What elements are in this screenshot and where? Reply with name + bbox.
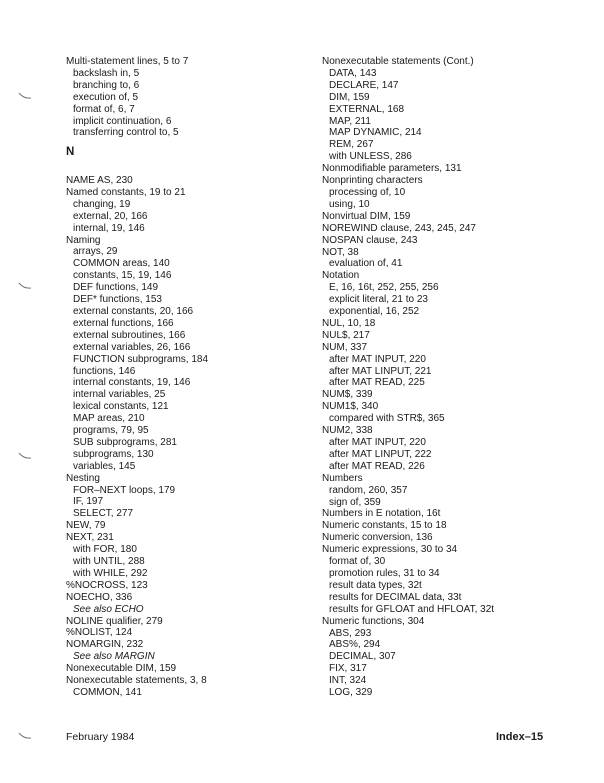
scan-mark-icon [18, 732, 32, 740]
index-subentry: IF, 197 [73, 496, 104, 508]
index-entry: Notation [322, 270, 360, 282]
index-subentry: lexical constants, 121 [73, 401, 169, 413]
index-subentry: using, 10 [329, 198, 370, 210]
index-entry: NUL$, 217 [322, 329, 370, 341]
index-subentry: results for GFLOAT and HFLOAT, 32t [329, 603, 495, 615]
index-subentry: DECLARE, 147 [329, 79, 399, 91]
footer-page-number: Index–15 [496, 731, 544, 743]
index-subentry: LOG, 329 [329, 687, 373, 699]
index-entry: NOREWIND clause, 243, 245, 247 [322, 222, 476, 234]
index-subentry: EXTERNAL, 168 [329, 103, 405, 115]
index-subentry: subprograms, 130 [73, 448, 154, 460]
index-subentry: format of, 6, 7 [73, 103, 135, 115]
index-subentry: processing of, 10 [329, 186, 406, 198]
index-entry: NOMARGIN, 232 [66, 639, 144, 651]
index-subentry: with UNLESS, 286 [329, 151, 412, 163]
index-subentry: backslash in, 5 [73, 67, 140, 79]
index-subentry: external variables, 26, 166 [73, 341, 191, 353]
index-subentry: constants, 15, 19, 146 [73, 270, 172, 282]
index-subentry: arrays, 29 [73, 246, 118, 258]
index-subentry: DEF functions, 149 [73, 282, 159, 294]
index-entry: Numbers in E notation, 16t [322, 508, 441, 520]
index-entry: Nonexecutable DIM, 159 [66, 663, 177, 675]
index-entry: Numbers [322, 472, 363, 484]
index-entry: NOECHO, 336 [66, 591, 133, 603]
index-subentry: branching to, 6 [73, 79, 140, 91]
index-subentry: SELECT, 277 [73, 508, 134, 520]
index-entry: NOSPAN clause, 243 [322, 234, 418, 246]
index-subentry: DIM, 159 [329, 91, 370, 103]
index-subentry: COMMON areas, 140 [73, 258, 170, 270]
index-subentry: DEF* functions, 153 [73, 294, 162, 306]
index-subentry: internal, 19, 146 [73, 222, 145, 234]
index-subentry: REM, 267 [329, 139, 374, 151]
index-subentry: execution of, 5 [73, 91, 139, 103]
index-subentry: transferring control to, 5 [73, 127, 179, 139]
index-entry: %NOLIST, 124 [66, 627, 133, 639]
index-subentry: sign of, 359 [329, 496, 381, 508]
index-subentry: with UNTIL, 288 [73, 556, 145, 567]
section-heading-n: N [66, 146, 75, 158]
index-subentry: INT, 324 [329, 675, 367, 687]
index-subentry: with FOR, 180 [73, 544, 137, 556]
index-entry: Nonexecutable statements (Cont.) [322, 56, 474, 67]
index-subentry: ABS, 293 [329, 627, 372, 639]
index-subentry: external, 20, 166 [73, 210, 148, 222]
scan-mark-icon [18, 282, 32, 290]
index-subentry: See also ECHO [73, 603, 144, 615]
index-subentry: programs, 79, 95 [73, 425, 149, 437]
index-subentry: after MAT LINPUT, 221 [329, 365, 432, 377]
index-subentry: DECIMAL, 307 [329, 651, 396, 663]
index-subentry: variables, 145 [73, 460, 136, 472]
index-entry: Nonprinting characters [322, 175, 423, 187]
index-subentry: E, 16, 16t, 252, 255, 256 [329, 282, 439, 294]
index-subentry: evaluation of, 41 [329, 258, 403, 270]
index-subentry: MAP areas, 210 [73, 413, 145, 425]
index-entry: NOLINE qualifier, 279 [66, 615, 163, 627]
index-entry: NUM2, 338 [322, 425, 373, 437]
index-subentry: COMMON, 141 [73, 686, 142, 698]
index-column-left-part2 [66, 175, 208, 699]
index-subentry: after MAT INPUT, 220 [329, 437, 426, 448]
index-subentry: exponential, 16, 252 [329, 306, 420, 318]
index-subentry: result data types, 32t [329, 579, 422, 591]
index-subentry: promotion rules, 31 to 34 [329, 567, 440, 579]
index-entry: NAME AS, 230 [66, 175, 133, 186]
index-entry: Numeric functions, 304 [322, 615, 425, 627]
index-subentry: results for DECIMAL data, 33t [329, 591, 462, 603]
index-subentry: internal constants, 19, 146 [73, 377, 191, 389]
scan-mark-icon [18, 452, 32, 460]
index-subentry: ABS%, 294 [329, 639, 381, 651]
index-entry: NUM$, 339 [322, 389, 373, 401]
index-subentry: MAP DYNAMIC, 214 [329, 127, 422, 139]
index-entry: %NOCROSS, 123 [66, 579, 148, 591]
index-subentry: MAP, 211 [329, 115, 371, 127]
index-subentry: external constants, 20, 166 [73, 305, 194, 317]
scan-mark-icon [18, 92, 32, 100]
index-entry: NEW, 79 [66, 520, 106, 532]
index-entry: Naming [66, 234, 101, 246]
index-entry: Nesting [66, 472, 100, 484]
index-entry: Named constants, 19 to 21 [66, 186, 186, 198]
index-entry: Numeric constants, 15 to 18 [322, 520, 447, 532]
index-entry: NEXT, 231 [66, 532, 114, 544]
index-subentry: internal variables, 25 [73, 389, 166, 401]
index-entry: NUM, 337 [322, 341, 368, 353]
index-subentry: after MAT INPUT, 220 [329, 353, 426, 365]
index-subentry: external functions, 166 [73, 317, 174, 329]
index-subentry: after MAT LINPUT, 222 [329, 448, 432, 460]
index-subentry: external subroutines, 166 [73, 329, 186, 341]
index-column-right [322, 56, 494, 699]
index-subentry: explicit literal, 21 to 23 [329, 294, 428, 306]
index-entry: Nonvirtual DIM, 159 [322, 210, 411, 222]
index-subentry: implicit continuation, 6 [73, 115, 172, 127]
index-subentry: after MAT READ, 225 [329, 377, 425, 389]
index-subentry: See also MARGIN [73, 651, 155, 663]
index-entry: Numeric expressions, 30 to 34 [322, 544, 458, 556]
index-subentry: with WHILE, 292 [73, 567, 148, 579]
footer-date: February 1984 [66, 731, 135, 743]
index-subentry: SUB subprograms, 281 [73, 436, 177, 448]
index-entry: NUM1$, 340 [322, 401, 379, 413]
index-subentry: FOR–NEXT loops, 179 [73, 484, 176, 496]
index-entry: Nonexecutable statements, 3, 8 [66, 675, 207, 687]
index-subentry: changing, 19 [73, 198, 131, 210]
index-entry: NUL, 10, 18 [322, 317, 376, 329]
index-column-left-part1 [66, 56, 188, 139]
index-subentry: format of, 30 [329, 556, 386, 568]
index-subentry: compared with STR$, 365 [329, 413, 445, 425]
index-subentry: after MAT READ, 226 [329, 460, 425, 472]
index-entry: Multi-statement lines, 5 to 7 [66, 56, 189, 67]
index-subentry: functions, 146 [73, 365, 136, 377]
index-subentry: FIX, 317 [329, 663, 367, 675]
index-subentry: DATA, 143 [329, 67, 377, 79]
index-entry: Nonmodifiable parameters, 131 [322, 163, 462, 175]
index-subentry: random, 260, 357 [329, 484, 408, 496]
index-entry: Numeric conversion, 136 [322, 532, 433, 544]
index-entry: NOT, 38 [322, 246, 359, 258]
index-subentry: FUNCTION subprograms, 184 [73, 353, 209, 365]
